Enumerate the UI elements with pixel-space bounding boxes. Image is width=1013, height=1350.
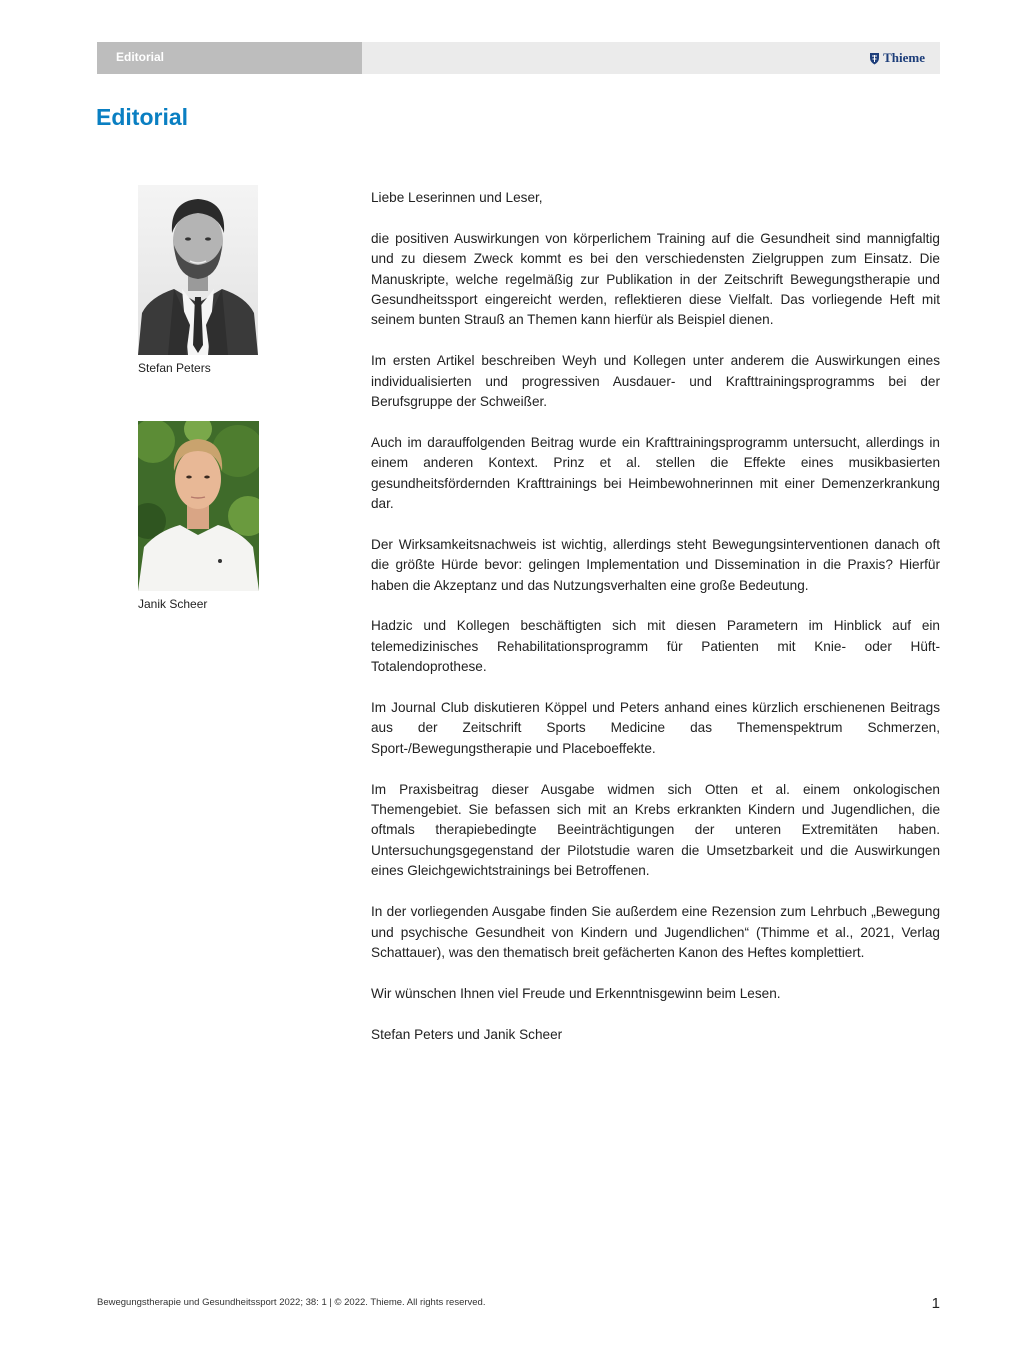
footer-citation: Bewegungstherapie und Gesundheitssport 2022; 38: 1 | © 2022. Thieme. All rights reserved. — [97, 1297, 486, 1308]
publisher-name: Thieme — [883, 50, 925, 65]
paragraph: Auch im darauffolgenden Beitrag wurde ein Krafttrainingsprogramm untersucht, allerdings in einem anderen Kontext. Prinz et al. stellen die Effekte eines musikbasierten gesundheitsfördernden Krafttrainings bei Heimbewohnerinnen mit einer Demenzerkrankung dar. — [371, 434, 940, 512]
salutation: Liebe Leserinnen und Leser, — [371, 190, 543, 205]
article-body — [371, 188, 940, 1065]
signature: Stefan Peters und Janik Scheer — [371, 1026, 563, 1042]
thieme-crest-icon — [869, 52, 880, 65]
publisher-logo — [869, 50, 925, 66]
paragraph: Der Wirksamkeitsnachweis ist wichtig, allerdings steht Bewegungsinterventionen danach oft die größte Hürde bevor: gelingen Implementation und Dissemination in die Praxis? Hierfür haben die Akzeptanz und das Nutzungsverhalten eine große Bedeutung. — [371, 536, 940, 593]
paragraph: Im ersten Artikel beschreiben Weyh und Kollegen unter anderem die Auswirkungen eines individualisierten und progressiven Ausdauer- und Krafttrainingsprogramms bei der Berufsgruppe der Schweißer. — [371, 353, 940, 410]
author-caption: Janik Scheer — [138, 597, 208, 611]
page-number: 1 — [931, 1295, 940, 1312]
author-photo-stefan-peters — [138, 185, 258, 355]
paragraph: Im Journal Club diskutieren Köppel und Peters anhand eines kürzlich erschienenen Beitrags aus der Zeitschrift Sports Medicine das Themenspektrum Schmerzen, Sport-/Bewegungstherapie und Placeboeffekte. — [371, 700, 940, 756]
paragraph: Wir wünschen Ihnen viel Freude und Erkenntnisgewinn beim Lesen. — [371, 985, 781, 1001]
running-header — [97, 42, 940, 74]
page-title: Editorial — [96, 104, 189, 130]
paragraph: In der vorliegenden Ausgabe finden Sie außerdem eine Rezension zum Lehrbuch „Bewegung und psychische Gesundheit von Kindern und Jugendlichen“ (Thimme et al., 2021, Verlag Schattauer), was den thematisch breit gefächerten Kanon des Heftes komplettiert. — [371, 904, 940, 960]
author-photo-janik-scheer — [138, 421, 259, 591]
paragraph: Im Praxisbeitrag dieser Ausgabe widmen sich Otten et al. einem onkologischen Themengebiet. Sie befassen sich mit an Krebs erkrankten Kindern und Jugendlichen, die oftmals therapiebedingte Beeinträchtigungen der unteren Extremitäten haben. Untersuchungsgegenstand der Pilotstudie waren die Umsetzbarkeit und die Auswirkungen eines Gleichgewichtstrainings bei Betroffenen. — [371, 781, 940, 879]
paragraph: Hadzic und Kollegen beschäftigten sich mit diesen Parametern im Hinblick auf ein telemedizinisches Rehabilitationsprogramm für Patienten mit Knie- oder Hüft-Totalendoprothese. — [371, 618, 940, 675]
section-label: Editorial — [116, 50, 165, 64]
paragraph: die positiven Auswirkungen von körperlichem Training auf die Gesundheit sind mannigfaltig und zu diesem Zweck kommt es bei den verschiedensten Zielgruppen zum Einsatz. Die Manuskripte, welche regelmäßig zur Publikation in der Zeitschrift Bewegungstherapie und Gesundheitssport eingereicht werden, reflektieren diese Vielfalt. Das vorliegende Heft mit seinem bunten Strauß an Themen kann hierfür als Beispiel dienen. — [371, 230, 940, 328]
author-caption: Stefan Peters — [138, 361, 211, 375]
section-tab — [97, 42, 362, 74]
